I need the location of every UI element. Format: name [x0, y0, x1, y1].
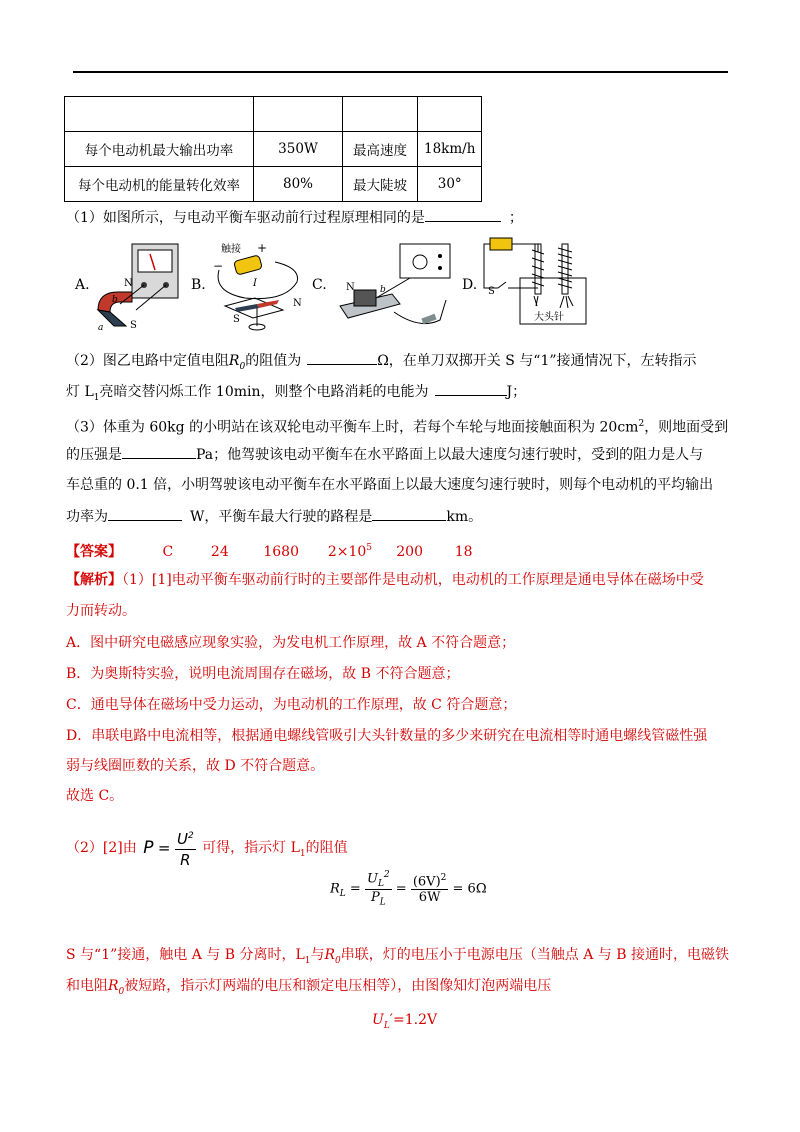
- table-row: [65, 132, 482, 167]
- table-cell: 350W: [254, 132, 343, 167]
- table-cell: 30°: [418, 167, 482, 202]
- fig-c-b: b: [380, 285, 386, 295]
- fig-a-b: b: [112, 295, 118, 305]
- power-formula: P = $\frac{U^2}{R}$: [143, 826, 195, 870]
- option-c-label: C.: [312, 277, 327, 293]
- answer-blank: [122, 444, 196, 459]
- table-cell: 最高速度: [343, 132, 418, 167]
- fig-b-plus: +: [257, 241, 268, 255]
- fig-b-n: N: [293, 298, 302, 309]
- q1-prompt: （1）如图所示，与电动平衡车驱动前行过程原理相同的是 ；: [66, 207, 523, 228]
- answer-blank: [372, 506, 446, 521]
- q3-line1: （3）体重为 60kg 的小明站在该双轮电动平衡车上时，若每个车轮与地面接触面积为 $20cm^2$，则地面受到: [66, 419, 729, 436]
- fig-a-s: S: [130, 320, 137, 331]
- table-cell: 80%: [254, 167, 343, 202]
- figure-c-motor-principle: [330, 240, 460, 332]
- answer-blank: [425, 207, 501, 222]
- table-row: [65, 97, 482, 132]
- table-cell: 每个电动机最大输出功率: [65, 132, 254, 167]
- fig-c-n: N: [346, 282, 355, 293]
- table-cell: [65, 97, 254, 132]
- fig-b-minus: −: [213, 259, 224, 273]
- option-d-label: D.: [462, 277, 478, 293]
- q3-line4: 功率为 W，平衡车最大行驶的路程是 km。: [66, 506, 482, 527]
- table-cell: [418, 97, 482, 132]
- fig-d-s: S: [488, 286, 495, 297]
- table-cell: 18km/h: [418, 132, 482, 167]
- lamp-voltage: $U_L'=1.2V$: [372, 1012, 438, 1031]
- answer-value: C: [162, 543, 174, 560]
- answer-label: 【答案】: [66, 543, 122, 560]
- answer-value: 24: [210, 543, 229, 560]
- answer-value: 18: [454, 543, 473, 560]
- answer-line: [66, 538, 473, 562]
- analysis-option-b: B．为奥斯特实验，说明电流周围存在磁场，故 B 不符合题意；: [66, 666, 460, 682]
- analysis-line2: 力而转动。: [66, 603, 136, 619]
- table-cell: [343, 97, 418, 132]
- answer-value: 200: [396, 543, 423, 560]
- spec-table: [64, 96, 482, 202]
- q2-line2: 灯 $L_1$亮暗交替闪烁工作 10min，则整个电路消耗的电能为 J；: [66, 381, 526, 408]
- q3-line3: 车总重的 0.1 倍，小明驾驶该电动平衡车在水平路面上以最大速度匀速行驶时，则每个电动机的平均输出: [66, 477, 714, 493]
- analysis-choose: 故选 C。: [66, 788, 124, 804]
- fig-b-touch: 触接: [221, 244, 241, 255]
- fig-a-a: a: [98, 323, 104, 332]
- figure-b-oersted-experiment: [205, 240, 305, 332]
- table-cell: 每个电动机的能量转化效率: [65, 167, 254, 202]
- table-row: [65, 167, 482, 202]
- figure-a-electromagnetic-induction: [92, 240, 184, 332]
- header-rule: [73, 71, 728, 73]
- analysis-option-c: C．通电导体在磁场中受力运动，为电动机的工作原理，故 C 符合题意；: [66, 697, 517, 713]
- analysis-q2-line: （2）[2]由 P = $\frac{U^2}{R}$ 可得，指示灯 $L_1$的阻值: [66, 826, 348, 870]
- fig-d-pins: 大头针: [534, 312, 564, 323]
- option-a-label: A.: [75, 277, 90, 293]
- analysis-option-d-line2: 弱与线圈匝数的关系，故 D 不符合题意。: [66, 758, 325, 774]
- table-cell: 最大陡坡: [343, 167, 418, 202]
- answer-blank: [307, 350, 377, 365]
- analysis-option-d-line1: D．串联电路中电流相等，根据通电螺线管吸引大头针数量的多少来研究在电流相等时通电螺线管磁性强: [66, 728, 708, 744]
- q3-line2: 的压强是 Pa；他驾驶该电动平衡车在水平路面上以最大速度匀速行驶时，受到的阻力是人与: [66, 444, 703, 465]
- q2-line1: （2）图乙电路中定值电阻$R_0$的阻值为 Ω，在单刀双掷开关 S 与“1”接通情况下，左转指示: [66, 350, 697, 377]
- analysis-s1-line: S 与“1”接通，触电 A 与 B 分离时，$L_1$与$R_0$串联，灯的电压小于电源电压（当触点 A 与 B 接通时，电磁铁: [66, 947, 729, 966]
- analysis-label: 【解析】: [66, 572, 122, 588]
- resistance-formula: $R_L$ = $\frac{U_L^2}{P_L}$ = $\frac{(6V)^2}{6W}$ = 6Ω: [330, 870, 487, 908]
- figure-d-electromagnet-coils: [480, 232, 590, 332]
- option-b-label: B.: [191, 277, 206, 293]
- answer-value: 1680: [263, 543, 299, 560]
- table-cell: [254, 97, 343, 132]
- analysis-s2-line: 和电阻$R_0$被短路，指示灯两端的电压和额定电压相等），由图像知灯泡两端电压: [66, 978, 552, 997]
- answer-blank: [108, 506, 182, 521]
- analysis-option-a: A．图中研究电磁感应现象实验，为发电机工作原理，故 A 不符合题意；: [66, 635, 516, 651]
- analysis-line1: 【解析】（1）[1]电动平衡车驱动前行时的主要部件是电动机，电动机的工作原理是通电导体在磁场中受: [66, 572, 704, 588]
- fig-a-n: N: [124, 278, 133, 289]
- fig-b-current: I: [253, 278, 257, 289]
- answer-blank: [435, 381, 507, 396]
- answer-value: $2\times 10^5$: [327, 543, 372, 560]
- fig-b-s: S: [233, 314, 240, 325]
